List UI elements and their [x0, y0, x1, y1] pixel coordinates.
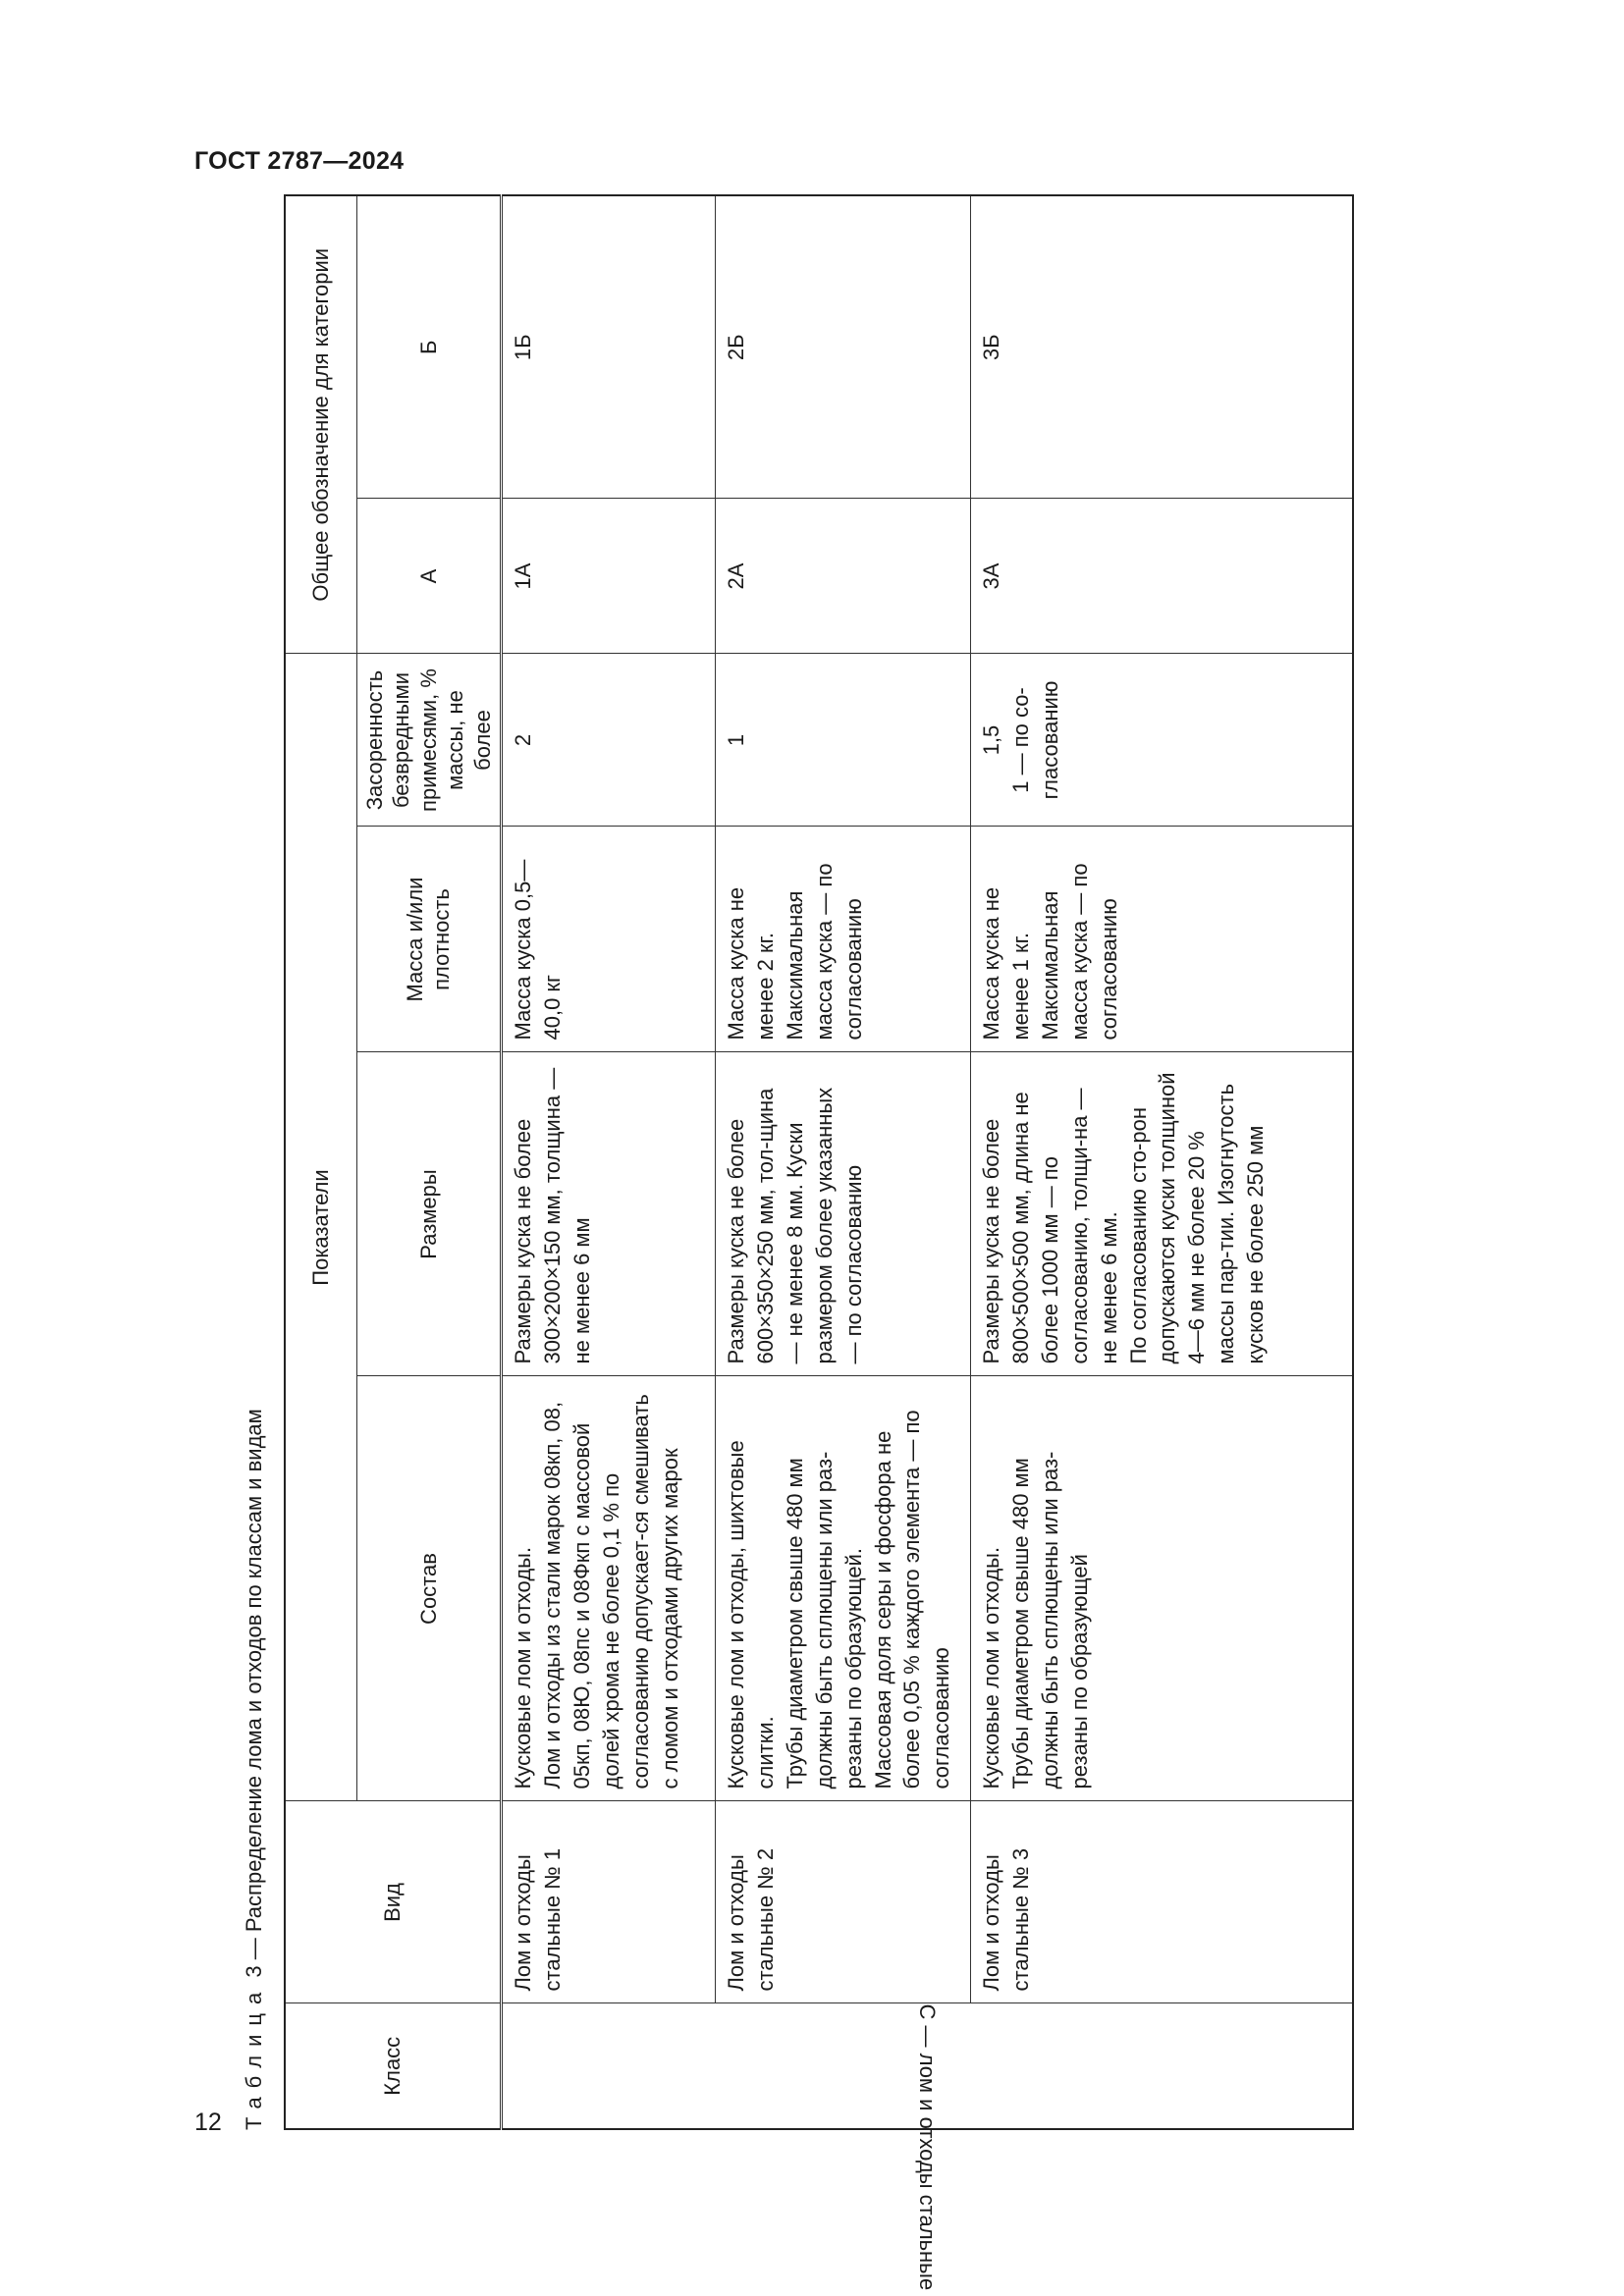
caption-label: Таблица	[242, 1983, 266, 2130]
header-indicators: Показатели	[285, 654, 356, 1801]
mass-cell: Масса куска 0,5—40,0 кг	[502, 827, 716, 1052]
sizes-cell: Размеры куска не более 300×200×150 мм, толщина — не менее 6 мм	[502, 1052, 716, 1376]
table-caption	[229, 1409, 280, 2130]
caption-text: — Распределение лома и отходов по классам и видам	[242, 1409, 266, 1966]
category-b-cell: 1Б	[502, 195, 716, 499]
table-row	[502, 195, 716, 2129]
rotated-table-block	[229, 196, 1278, 2291]
mass-cell: Масса куска не менее 1 кг. Максимальная масса куска — по согласованию	[971, 827, 1353, 1052]
category-a-cell: 1А	[502, 499, 716, 654]
contamination-cell: 2	[502, 654, 716, 827]
class-cell	[502, 2003, 1353, 2291]
kind-cell: Лом и отходы стальные № 3	[971, 1801, 1353, 2003]
header-designation: Общее обозначение для категории	[285, 195, 356, 654]
composition-cell: Кусковые лом и отходы, шихтовые слитки. Трубы диаметром свыше 480 мм должны быть сплющены или раз-резаны по образующей. Массовая доля серы и фосфора не более 0,05 % каждого элемента — по согласованию	[716, 1376, 971, 1801]
table-row	[971, 195, 1353, 2129]
category-a-cell: 2А	[716, 499, 971, 654]
kind-cell: Лом и отходы стальные № 2	[716, 1801, 971, 2003]
page-number: 12	[194, 2109, 222, 2136]
header-category-a: А	[356, 499, 502, 654]
sizes-cell: Размеры куска не более 600×350×250 мм, тол-щина — не менее 8 мм. Куски размером более указанных — по согласованию	[716, 1052, 971, 1376]
header-class: Класс	[285, 2003, 502, 2129]
composition-cell: Кусковые лом и отходы. Трубы диаметром свыше 480 мм должны быть сплющены или раз-резаны по образующей	[971, 1376, 1353, 1801]
mass-cell: Масса куска не менее 2 кг. Максимальная масса куска — по согласованию	[716, 827, 971, 1052]
header-contamination: Засоренность безвредными примесями, % массы, не более	[356, 654, 502, 827]
header-category-b: Б	[356, 195, 502, 499]
header-kind: Вид	[285, 1801, 502, 2003]
classification-table	[284, 194, 1354, 2291]
header-composition: Состав	[356, 1376, 502, 1801]
category-a-cell: 3А	[971, 499, 1353, 654]
contamination-cell: 1,5 1 — по со-гласованию	[971, 654, 1353, 827]
category-b-cell: 3Б	[971, 195, 1353, 499]
kind-cell: Лом и отходы стальные № 1	[502, 1801, 716, 2003]
header-sizes: Размеры	[356, 1052, 502, 1376]
table-row	[716, 195, 971, 2129]
category-b-cell: 2Б	[716, 195, 971, 499]
composition-cell: Кусковые лом и отходы. Лом и отходы из стали марок 08кп, 08, 05кп, 08Ю, 08пс и 08Фкп с массовой долей хрома не более 0,1 % по согласованию допускает-ся смешивать с ломом и отходами других марок	[502, 1376, 716, 1801]
header-mass: Масса и/или плотность	[356, 827, 502, 1052]
document-header: ГОСТ 2787—2024	[194, 147, 405, 175]
sizes-cell: Размеры куска не более 800×500×500 мм, длина не более 1000 мм — по согласованию, толщи-на — не менее 6 мм. По согласованию сто-рон допускаются куски толщиной 4—6 мм не более 20 % массы пар-тии. Изогнутость кусков не более 250 мм	[971, 1052, 1353, 1376]
contamination-cell: 1	[716, 654, 971, 827]
class-label: С — лом и отходы стальные	[915, 2003, 941, 2291]
caption-number: 3	[242, 1965, 266, 1978]
